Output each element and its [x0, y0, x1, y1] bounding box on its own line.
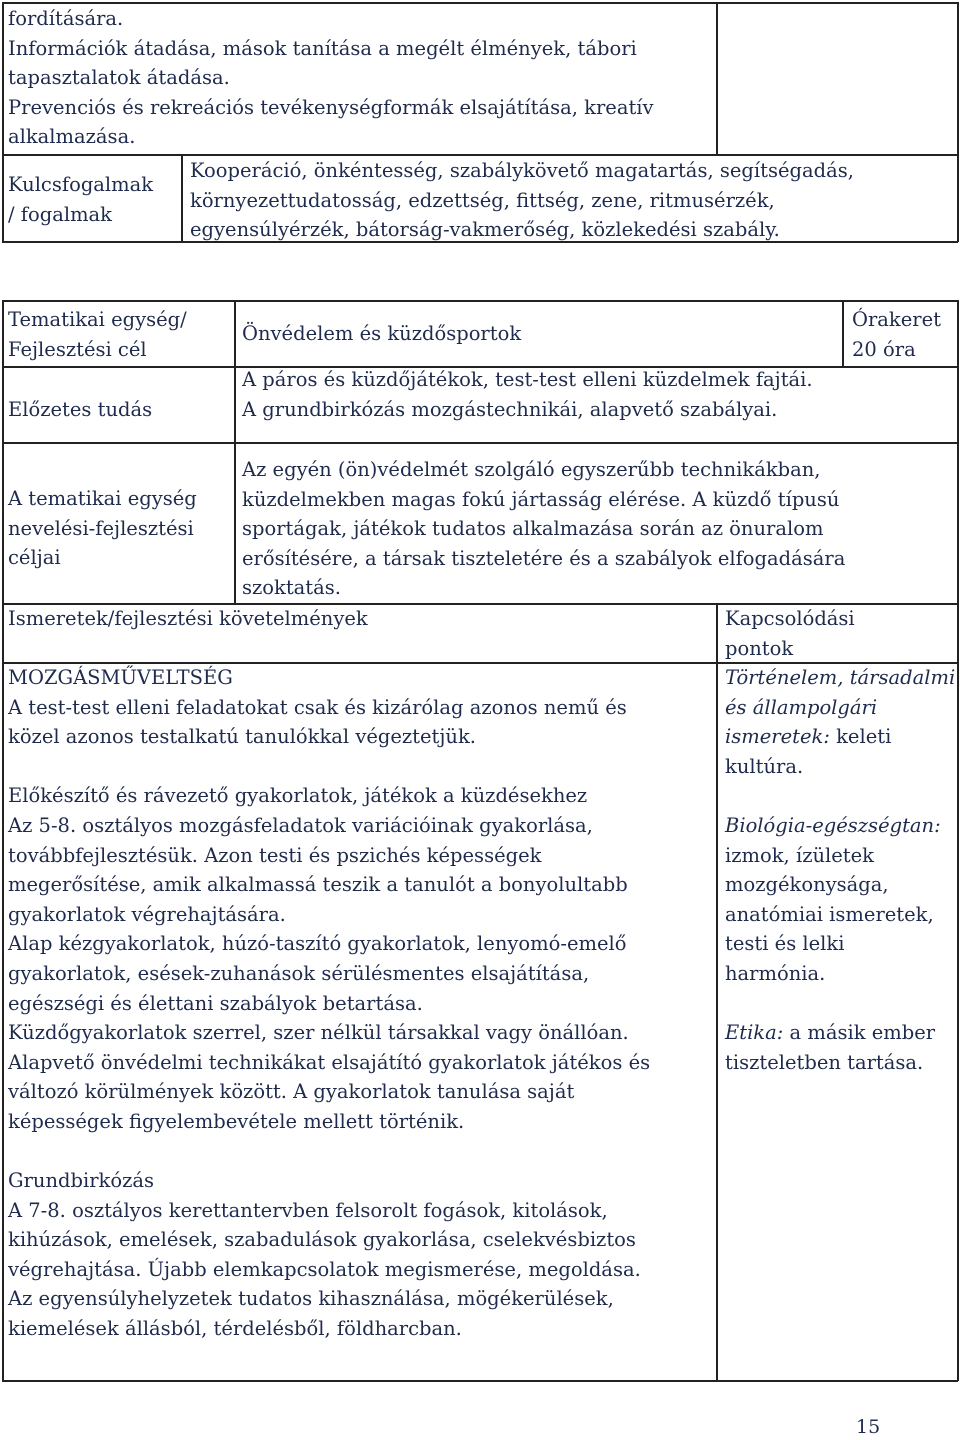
req-line: képességek figyelembevétele mellett történik.	[8, 1109, 465, 1133]
unit-table-label-col-divider	[234, 300, 236, 604]
intro-text-block	[8, 4, 654, 152]
req-line: változó körülmények között. A gyakorlatok tanulása saját	[8, 1080, 575, 1104]
conn-biology-line: harmónia.	[725, 961, 826, 985]
kulcsfogalmak-text	[190, 156, 854, 245]
conn-history-line: kultúra.	[725, 754, 804, 778]
prior-knowledge-label: Előzetes tudás	[8, 398, 153, 421]
conn-history-line: Történelem, társadalmi	[725, 666, 956, 689]
unit-table-left-border	[2, 300, 4, 1381]
kulcs-line: környezettudatosság, edzettség, fittség, zene, ritmusérzék,	[190, 188, 775, 212]
goals-label: A tematikai egység nevelési-fejlesztési céljai	[8, 487, 197, 570]
req-line: továbbfejlesztésük. Azon testi és pszichés képességek	[8, 843, 542, 867]
conn-ethics-line: tiszteletben tartása.	[725, 1050, 924, 1074]
hours-label: Órakeret	[852, 308, 941, 331]
req-line: Az egyensúlyhelyzetek tudatos kihasználása, mögékerülések,	[8, 1287, 614, 1311]
kulcs-line: Kooperáció, önkéntesség, szabálykövető magatartás, segítségadás,	[190, 159, 854, 182]
req-line: Grundbirkózás	[8, 1169, 155, 1193]
req-line: A test-test elleni feladatokat csak és kizárólag azonos nemű és	[8, 695, 627, 719]
conn-ethics-topic: a másik ember	[783, 1021, 936, 1045]
req-line: végrehajtása. Újabb elemkapcsolatok megismerése, megoldása.	[8, 1257, 641, 1281]
req-line: kiemelések állásból, térdelésből, földharcban.	[8, 1317, 462, 1341]
req-line: Előkészítő és rávezető gyakorlatok, játékok a küzdésekhez	[8, 784, 588, 808]
conn-history-topic: keleti	[829, 725, 892, 749]
conn-biology-line: anatómiai ismeretek,	[725, 902, 934, 926]
unit-title: Önvédelem és küzdősportok	[242, 322, 522, 345]
req-line: Küzdőgyakorlatok szerrel, szer nélkül társakkal vagy önállóan.	[8, 1021, 629, 1045]
req-line: Alap kézgyakorlatok, húzó-taszító gyakorlatok, lenyomó-emelő	[8, 932, 627, 956]
intro-line: tapasztalatok átadása.	[8, 66, 230, 90]
conn-ethics-subject: Etika:	[725, 1021, 784, 1045]
connections-header: Kapcsolódási pontok	[725, 607, 855, 660]
top-table-right-border	[957, 2, 959, 242]
top-table-col-divider-upper	[716, 2, 718, 155]
hours-value: 20 óra	[852, 337, 916, 361]
conn-biology-line: testi és lelki	[725, 932, 845, 956]
req-line: A 7-8. osztályos kerettantervben felsorolt fogások, kitolások,	[8, 1198, 608, 1222]
connections-text	[725, 663, 955, 1077]
page-number: 15	[856, 1416, 881, 1438]
unit-table-right-border	[957, 300, 959, 1381]
conn-biology-subject: Biológia-egészségtan:	[725, 813, 941, 837]
unit-table-hours-col-divider	[842, 300, 844, 367]
top-table-left-border	[2, 2, 4, 242]
unit-table-bottom-border	[2, 1380, 958, 1382]
intro-line: fordítására.	[8, 7, 124, 30]
req-line: gyakorlatok, esések-zuhanások sérülésmentes elsajátítása,	[8, 961, 590, 985]
hours-cell	[852, 305, 941, 364]
requirements-header: Ismeretek/fejlesztési követelmények	[8, 607, 368, 630]
req-line: gyakorlatok végrehajtására.	[8, 902, 286, 926]
goals-text: Az egyén (ön)védelmét szolgáló egyszerűbb technikákban, küzdelmekben magas fokú jártasság elérése. A küzdő típusú sportágak, játékok tudatos alkalmazása során az önuralom erősítésére, a társak tiszteletére és a szabályok elfogadására szoktatás.	[242, 458, 846, 600]
prior-knowledge-text: A páros és küzdőjátékok, test-test elleni küzdelmek fajtái. A grundbirkózás mozgástechnikái, alapvető szabályai.	[242, 368, 813, 421]
kulcs-line: egyensúlyérzék, bátorság-vakmerőség, közlekedési szabály.	[190, 218, 780, 242]
kulcsfogalmak-label: Kulcsfogalmak / fogalmak	[8, 173, 154, 226]
req-line: egészségi és élettani szabályok betartása.	[8, 991, 423, 1015]
conn-history-subject: ismeretek:	[725, 725, 830, 749]
unit-table-row-divider-2	[2, 442, 958, 444]
requirements-text	[8, 663, 650, 1344]
conn-history-line: és állampolgári	[725, 695, 878, 719]
req-line: Alapvető önvédelmi technikákat elsajátító gyakorlatok játékos és	[8, 1050, 651, 1074]
req-line: közel azonos testalkatú tanulókkal végeztetjük.	[8, 725, 476, 749]
req-line: megerősítése, amik alkalmassá teszik a tanulót a bonyolultabb	[8, 873, 628, 897]
req-line: Az 5-8. osztályos mozgásfeladatok variációinak gyakorlása,	[8, 813, 593, 837]
conn-biology-line: mozgékonysága,	[725, 873, 889, 897]
top-table-col-divider-lower	[181, 154, 183, 242]
conn-biology-line: izmok, ízületek	[725, 843, 874, 867]
req-line: MOZGÁSMŰVELTSÉG	[8, 666, 233, 689]
unit-table-conn-col-divider	[716, 603, 718, 1381]
intro-line: Információk átadása, mások tanítása a megélt élmények, tábori	[8, 36, 637, 60]
unit-table-top-border	[2, 300, 958, 302]
unit-label: Tematikai egység/ Fejlesztési cél	[8, 308, 187, 361]
intro-line: Prevenciós és rekreációs tevékenységformák elsajátítása, kreatív	[8, 95, 654, 119]
intro-line: alkalmazása.	[8, 125, 136, 149]
req-line: kihúzások, emelések, szabadulások gyakorlása, cselekvésbiztos	[8, 1228, 636, 1252]
